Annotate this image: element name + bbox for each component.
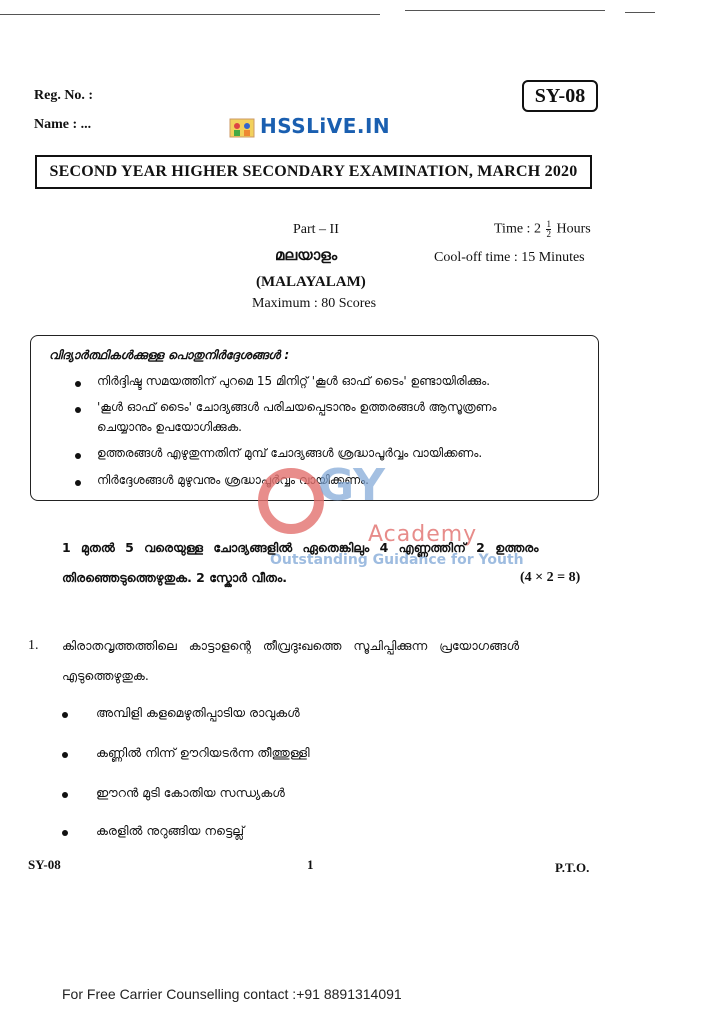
counselling-contact: For Free Carrier Counselling contact :+91 8891314091 (62, 986, 402, 1002)
time-value: Time : 2 (494, 221, 541, 237)
logo-text: HSSLiVE.IN (260, 114, 391, 138)
watermark-tagline: Outstanding Guidance for Youth (270, 552, 524, 568)
page-number: 1 (307, 857, 314, 872)
exam-title: SECOND YEAR HIGHER SECONDARY EXAMINATION, MARCH 2020 (35, 155, 592, 189)
cool-off-time: Cool-off time : 15 Minutes (434, 250, 585, 265)
option-item: ഈറൻ മുടി കോതിയ സന്ധ്യകൾ (96, 785, 285, 800)
part-label: Part – II (293, 222, 339, 237)
hsslive-logo (228, 112, 398, 142)
bullet-icon (75, 407, 81, 413)
bullet-icon (75, 453, 81, 459)
watermark-brand: GY (318, 460, 386, 511)
instruction-item: നിർദ്ദിഷ്ട സമയത്തിന് പുറമെ 15 മിനിറ്റ് 'കൂൾ ഓഫ് ടൈം' ഉണ്ടായിരിക്കും. (97, 374, 491, 388)
watermark-academy: Academy (368, 522, 478, 547)
instruction-item: ഉത്തരങ്ങൾ എഴുതുന്നതിന് മുമ്പ് ചോദ്യങ്ങൾ ശ്രദ്ധാപൂർവ്വം വായിക്കണം. (97, 446, 483, 460)
time-unit: Hours (556, 221, 591, 237)
watermark-ring-icon (258, 468, 324, 534)
time-fraction: $\frac{1}{2}$ (546, 219, 551, 239)
subject-english: (MALAYALAM) (256, 274, 366, 290)
name-label: Name : ... (34, 117, 92, 132)
bullet-icon (62, 830, 68, 836)
instruction-item: 'കൂൾ ഓഫ് ടൈം' ചോദ്യങ്ങൾ പരിചയപ്പെടാനും ഉത്തരങ്ങൾ ആസൂത്രണം (97, 400, 497, 414)
bullet-icon (62, 752, 68, 758)
maximum-score: Maximum : 80 Scores (252, 296, 377, 311)
instructions-title: വിദ്യാർത്ഥികൾക്കുള്ള പൊതുനിർദ്ദേശങ്ങൾ : (49, 348, 290, 362)
question-code: SY-08 (522, 80, 598, 112)
question-text-line2: എടുത്തെഴുതുക. (62, 668, 149, 683)
option-item: കരളിൽ നുറുങ്ങിയ നട്ടെല്ല് (96, 823, 245, 838)
bullet-icon (75, 381, 81, 387)
section-marks: (4 × 2 = 8) (520, 570, 581, 585)
school-kids-icon (228, 113, 256, 141)
question-number: 1. (28, 638, 39, 653)
bullet-icon (62, 712, 68, 718)
scan-line (625, 12, 655, 13)
scan-line (405, 10, 605, 11)
question-text-line1: കിരാതവൃത്തത്തിലെ കാട്ടാളന്റെ തീവ്രദുഃഖത്തെ സൂചിപ്പിക്കുന്ന പ്രയോഗങ്ങൾ (62, 638, 520, 653)
reg-no-label: Reg. No. : (34, 88, 94, 103)
scan-line (0, 14, 380, 15)
instruction-item: ചെയ്യാനും ഉപയോഗിക്കുക. (97, 420, 242, 434)
section-instruction-line1: 1 മുതൽ 5 വരെയുള്ള ചോദ്യങ്ങളിൽ ഏതെങ്കിലും 4 എണ്ണത്തിന് 2 ഉത്തരം (62, 540, 539, 555)
general-instructions-box (30, 335, 599, 501)
option-item: അമ്പിളി കളമെഴുതിപ്പാടിയ രാവുകൾ (96, 705, 300, 720)
bullet-icon (62, 792, 68, 798)
pto-label: P.T.O. (555, 860, 590, 875)
section-instruction-line2: തിരഞ്ഞെടുത്തെഴുതുക. 2 സ്കോർ വീതം. (62, 570, 287, 585)
instruction-item: നിർദ്ദേശങ്ങൾ മുഴുവനും ശ്രദ്ധാപൂർവ്വം വായിക്കണം. (97, 473, 369, 487)
option-item: കണ്ണിൽ നിന്ന് ഊറിയടർന്ന തീത്തുള്ളി (96, 745, 310, 760)
footer-code: SY-08 (28, 857, 61, 872)
subject-malayalam: മലയാളം (275, 246, 338, 264)
time-label (494, 220, 591, 239)
bullet-icon (75, 480, 81, 486)
